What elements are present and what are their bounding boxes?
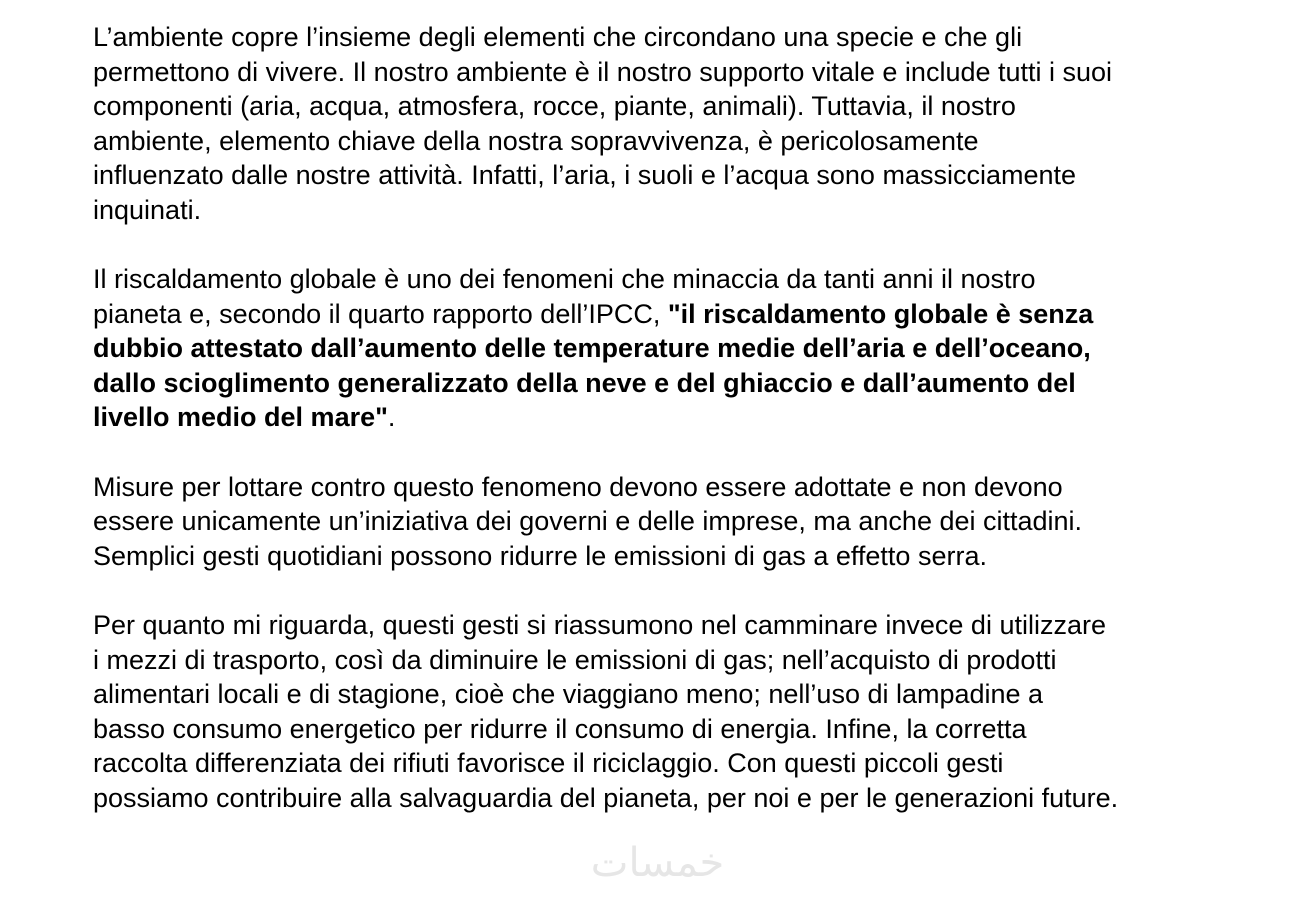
text-line: raccolta differenziata dei rifiuti favorisce il riciclaggio. Con questi piccoli gesti bbox=[93, 748, 1004, 778]
text-line bbox=[93, 297, 1253, 332]
text-line: Semplici gesti quotidiani possono ridurre le emissioni di gas a effetto serra. bbox=[93, 540, 987, 571]
text-line: influenzato dalle nostre attività. Infatti, l’aria, i suoli e l’acqua sono massicciamente bbox=[93, 160, 1077, 190]
text-line: possiamo contribuire alla salvaguardia del pianeta, per noi e per le generazioni future. bbox=[93, 782, 1119, 813]
text-line: inquinati. bbox=[93, 194, 202, 225]
text-line: Misure per lottare contro questo fenomeno devono essere adottate e non devono bbox=[93, 471, 1063, 502]
text-line: i mezzi di trasporto, così da diminuire le emissioni di gas; nell’acquisto di prodotti bbox=[93, 644, 1057, 675]
text-line bbox=[93, 400, 1253, 435]
text-line: Il riscaldamento globale è uno dei fenomeni che minaccia da tanti anni il nostro bbox=[93, 264, 1036, 294]
paragraph-environment bbox=[93, 20, 1253, 227]
text-plain: . bbox=[387, 402, 396, 432]
ipcc-quote: livello medio del mare" bbox=[93, 402, 388, 432]
text-line: ambiente, elemento chiave della nostra sopravvivenza, è pericolosamente bbox=[93, 125, 979, 156]
text-line: componenti (aria, acqua, atmosfera, rocce, piante, animali). Tuttavia, il nostro bbox=[93, 91, 1016, 121]
ipcc-quote: dubbio attestato dall’aumento delle temperature medie dell’aria e dell’oceano, bbox=[93, 333, 1091, 363]
paragraph-global-warming bbox=[93, 262, 1253, 435]
paragraph-measures bbox=[93, 470, 1253, 574]
text-line: permettono di vivere. Il nostro ambiente è il nostro supporto vitale e include tutti i suoi bbox=[93, 56, 1113, 87]
text-line: basso consumo energetico per ridurre il consumo di energia. Infine, la corretta bbox=[93, 713, 1027, 744]
paragraph-personal-actions bbox=[93, 608, 1253, 815]
text-line: alimentari locali e di stagione, cioè che viaggiano meno; nell’uso di lampadine a bbox=[93, 679, 1044, 709]
text-line: Per quanto mi riguarda, questi gesti si riassumono nel camminare invece di utilizzare bbox=[93, 610, 1106, 640]
ipcc-quote: "il riscaldamento globale è senza bbox=[667, 298, 1094, 329]
text-plain: pianeta e, secondo il quarto rapporto dell’IPCC, bbox=[93, 298, 668, 329]
text-line: essere unicamente un’iniziativa dei governi e delle imprese, ma anche dei cittadini. bbox=[93, 506, 1083, 536]
watermark-logo: خمسات bbox=[590, 840, 725, 886]
text-line: L’ambiente copre l’insieme degli elementi che circondano una specie e che gli bbox=[93, 22, 1023, 52]
ipcc-quote: dallo scioglimento generalizzato della neve e del ghiaccio e dall’aumento del bbox=[93, 367, 1076, 398]
document-body bbox=[93, 20, 1253, 850]
